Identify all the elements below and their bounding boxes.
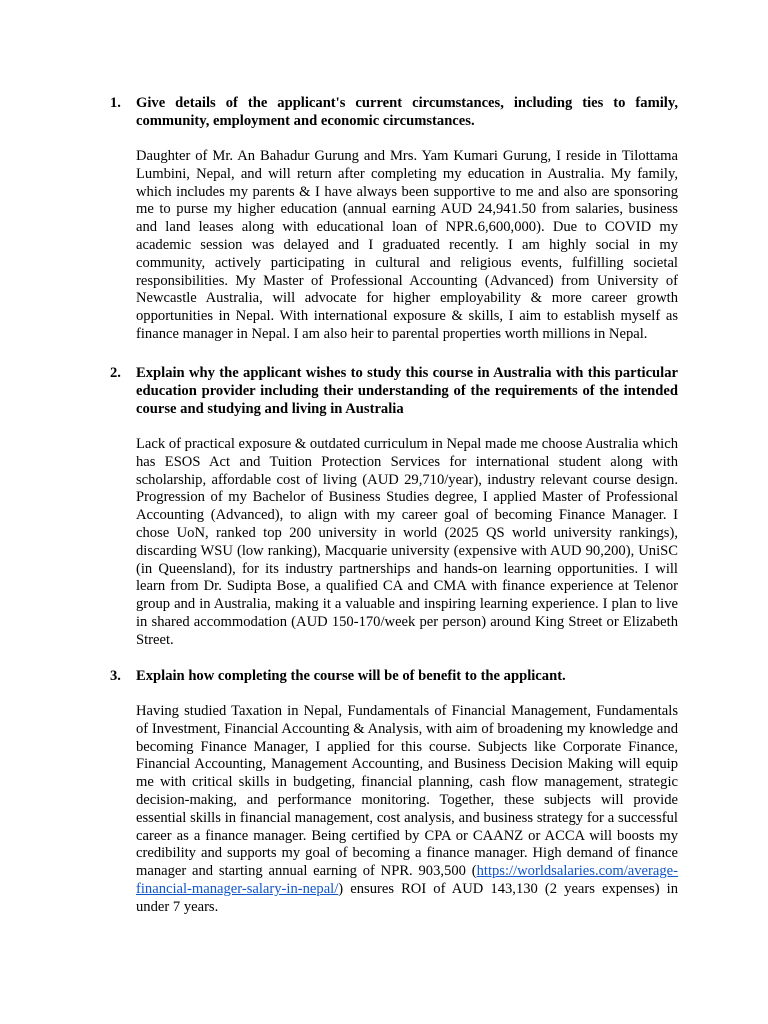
salary-source-link[interactable]: https://worldsalaries.com/average-financial-manager-salary-in-nepal/ — [136, 863, 678, 897]
question-heading: Give details of the applicant's current circumstances, including ties to family, community, employment and economic circumstances. — [136, 95, 678, 129]
answer-text-before-link: Having studied Taxation in Nepal, Fundamentals of Financial Management, Fundamentals of Investment, Financial Accounting & Analysis, with aim of broadening my knowledge and becoming Finance Manager, I applied for this course. Subjects like Corporate Finance, Financial Accounting, Management Accounting, and Business Decision Making will equip me with critical skills in budgeting, financial planning, cash flow management, strategic decision-making, and performance monitoring. Together, these subjects will provide essential skills in financial management, cost analysis, and business strategy for a successful career as a finance manager. Being certified by CPA or CAANZ or ACCA will boosts my credibility and supports my goal of becoming a finance manager. High demand of finance manager and starting annual earning of NPR. 903,500 ( — [136, 703, 678, 880]
question-number: 1. — [110, 95, 121, 111]
answer-paragraph: Lack of practical exposure & outdated curriculum in Nepal made me choose Australia which has ESOS Act and Tuition Protection Services for international student along with scholarship, affordable cost of living (AUD 29,710/year), industry relevant course design. Progression of my Bachelor of Business Studies degree, I applied Master of Professional Accounting (Advanced), to align with my career goal of becoming Finance Manager. I chose UoN, ranked top 200 university in world (2025 QS world university rankings), discarding WSU (low ranking), Macquarie university (expensive with AUD 90,200), UniSC (in Queensland), for its industry partnerships and hands-on learning opportunities. I will learn from Dr. Sudipta Bose, a qualified CA and CMA with finance experience at Telenor group and in Australia, making it a valuable and inspiring learning experience. I plan to live in shared accommodation (AUD 150-170/week per person) around King Street or Elizabeth Street. — [136, 436, 678, 648]
answer-paragraph: Daughter of Mr. An Bahadur Gurung and Mrs. Yam Kumari Gurung, I reside in Tilottama Lumbini, Nepal, and will return after completing my education in Australia. My family, which includes my parents & I have always been supportive to me and also are sponsoring me to purse my higher education (annual earning AUD 24,941.50 from salaries, business and land leases along with educational loan of NPR.6,600,000). Due to COVID my academic session was delayed and I graduated recently. I am highly social in my community, actively participating in cultural and religious events, fulfilling societal responsibilities. My Master of Professional Accounting (Advanced) from University of Newcastle Australia, will advocate for higher employability & more career growth opportunities in Nepal. With international exposure & skills, I aim to establish myself as finance manager in Nepal. I am also heir to parental properties worth millions in Nepal. — [136, 148, 678, 342]
answer-text-after-link: ) ensures ROI of AUD 143,130 (2 years expenses) in under 7 years. — [136, 880, 678, 915]
question-3 — [110, 667, 678, 917]
question-heading: Explain how completing the course will be of benefit to the applicant. — [136, 668, 566, 684]
question-heading: Explain why the applicant wishes to study this course in Australia with this particular education provider including their understanding of the requirements of the intended course and studying and living in Australia — [136, 365, 678, 417]
question-number: 2. — [110, 365, 121, 381]
question-1 — [110, 94, 678, 344]
question-number: 3. — [110, 668, 121, 684]
answer-paragraph — [136, 703, 678, 917]
question-2 — [110, 364, 678, 650]
